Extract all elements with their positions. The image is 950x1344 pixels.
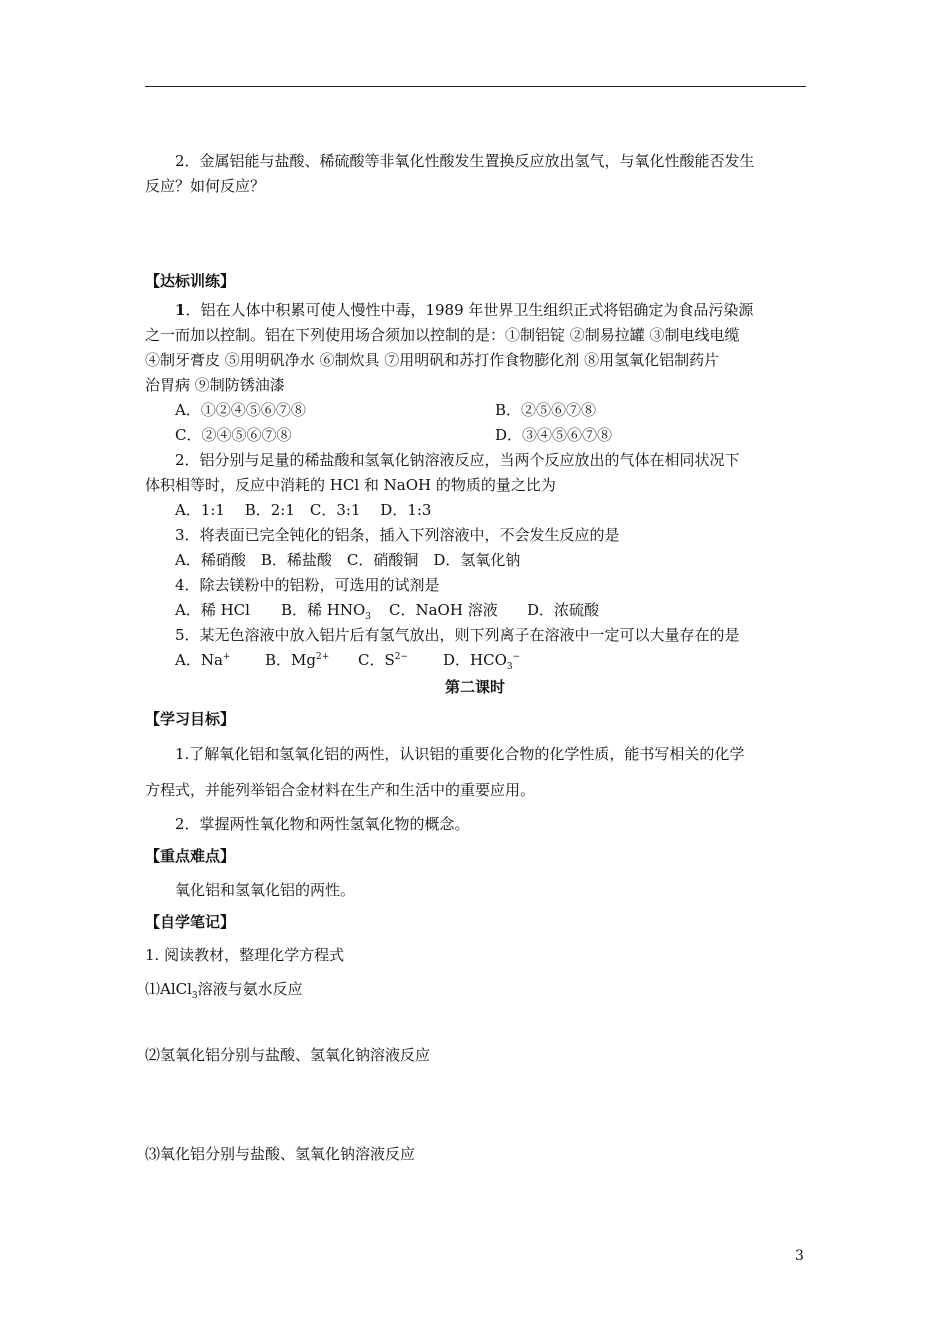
header-rule [145,86,806,87]
exercise-2-line-1: 2．铝分别与足量的稀盐酸和氢氧化钠溶液反应，当两个反应放出的气体在相同状况下 [175,451,740,469]
exercise-1-line-1: 1．铝在人体中积累可使人慢性中毒，1989 年世界卫生组织正式将铝确定为食品污染源 [175,301,754,319]
question-2-line-2: 反应？如何反应？ [145,177,266,195]
section-heading-key-points: 【重点难点】 [145,847,236,865]
page-number: 3 [795,1248,804,1264]
note-1: ⑴AlCl$_3$溶液与氨水反应 [145,980,303,1001]
key-points-text: 氧化铝和氢氧化铝的两性。 [175,881,356,899]
exercise-4-option-d: D．浓硫酸 [527,601,600,619]
exercise-2-options: A．1:1 B．2:1 C．3:1 D．1:3 [175,501,432,519]
question-2-line-1: 2．金属铝能与盐酸、稀硫酸等非氧化性酸发生置换反应放出氢气，与氧化性酸能否发生 [175,152,755,170]
lesson-2-title: 第二课时 [444,678,505,696]
exercise-4-option-c: C．NaOH 溶液 [389,601,498,619]
exercise-4-option-a: A．稀 HCl [175,601,250,619]
section-heading-practice: 【达标训练】 [145,272,236,290]
exercise-1-line-4: 治胃病 ⑨制防锈油漆 [145,376,285,394]
exercise-1-option-a: A．①②④⑤⑥⑦⑧ [175,401,306,419]
exercise-2-line-2: 体积相等时，反应中消耗的 HCl 和 NaOH 的物质的量之比为 [145,476,556,494]
note-2: ⑵氢氧化铝分别与盐酸、氢氧化钠溶液反应 [145,1046,431,1064]
exercise-3-options: A．稀硝酸 B．稀盐酸 C．硝酸铜 D．氢氧化钠 [175,551,521,569]
exercise-1-option-d: D．③④⑤⑥⑦⑧ [495,426,613,444]
exercise-4-option-b: B．稀 $HNO_3$ [281,601,372,622]
exercise-1-line-1-text: ．铝在人体中积累可使人慢性中毒，1989 年世界卫生组织正式将铝确定为食品污染源 [185,301,754,319]
exercise-1-line-3: ④制牙膏皮 ⑤用明矾净水 ⑥制炊具 ⑦用明矾和苏打作食物膨化剂 ⑧用氢氧化铝制药片 [145,351,720,369]
section-heading-notes: 【自学笔记】 [145,913,236,931]
exercise-1-line-2: 之一而加以控制。铝在下列使用场合须加以控制的是：①制铝锭 ②制易拉罐 ③制电线电缆 [145,326,740,344]
section-heading-goals: 【学习目标】 [145,710,236,728]
note-3: ⑶氧化铝分别与盐酸、氢氧化钠溶液反应 [145,1145,416,1163]
exercise-1-option-b: B．②⑤⑥⑦⑧ [495,401,597,419]
notes-intro: 1. 阅读教材，整理化学方程式 [145,946,345,964]
exercise-5-option-a: A．Na+ [175,651,231,669]
goal-2: 2．掌握两性氧化物和两性氢氧化物的概念。 [175,815,470,833]
exercise-1-option-c: C．②④⑤⑥⑦⑧ [175,426,292,444]
goal-1-line-1: 1.了解氧化铝和氢氧化铝的两性，认识铝的重要化合物的化学性质，能书写相关的化学 [175,745,745,763]
goal-1-line-2: 方程式，并能列举铝合金材料在生产和生活中的重要应用。 [145,781,536,799]
exercise-3-line-1: 3．将表面已完全钝化的铝条，插入下列溶液中，不会发生反应的是 [175,526,620,544]
exercise-5-option-b: B．$Mg^{2+}$ [265,651,330,669]
exercise-5-line-1: 5．某无色溶液中放入铝片后有氢气放出，则下列离子在溶液中一定可以大量存在的是 [175,626,740,644]
exercise-5-option-d: D．$HCO_3^-$ [443,651,521,672]
exercise-5-option-c: C．$S^{2-}$ [358,651,409,669]
exercise-4-line-1: 4．除去镁粉中的铝粉，可选用的试剂是 [175,576,440,594]
